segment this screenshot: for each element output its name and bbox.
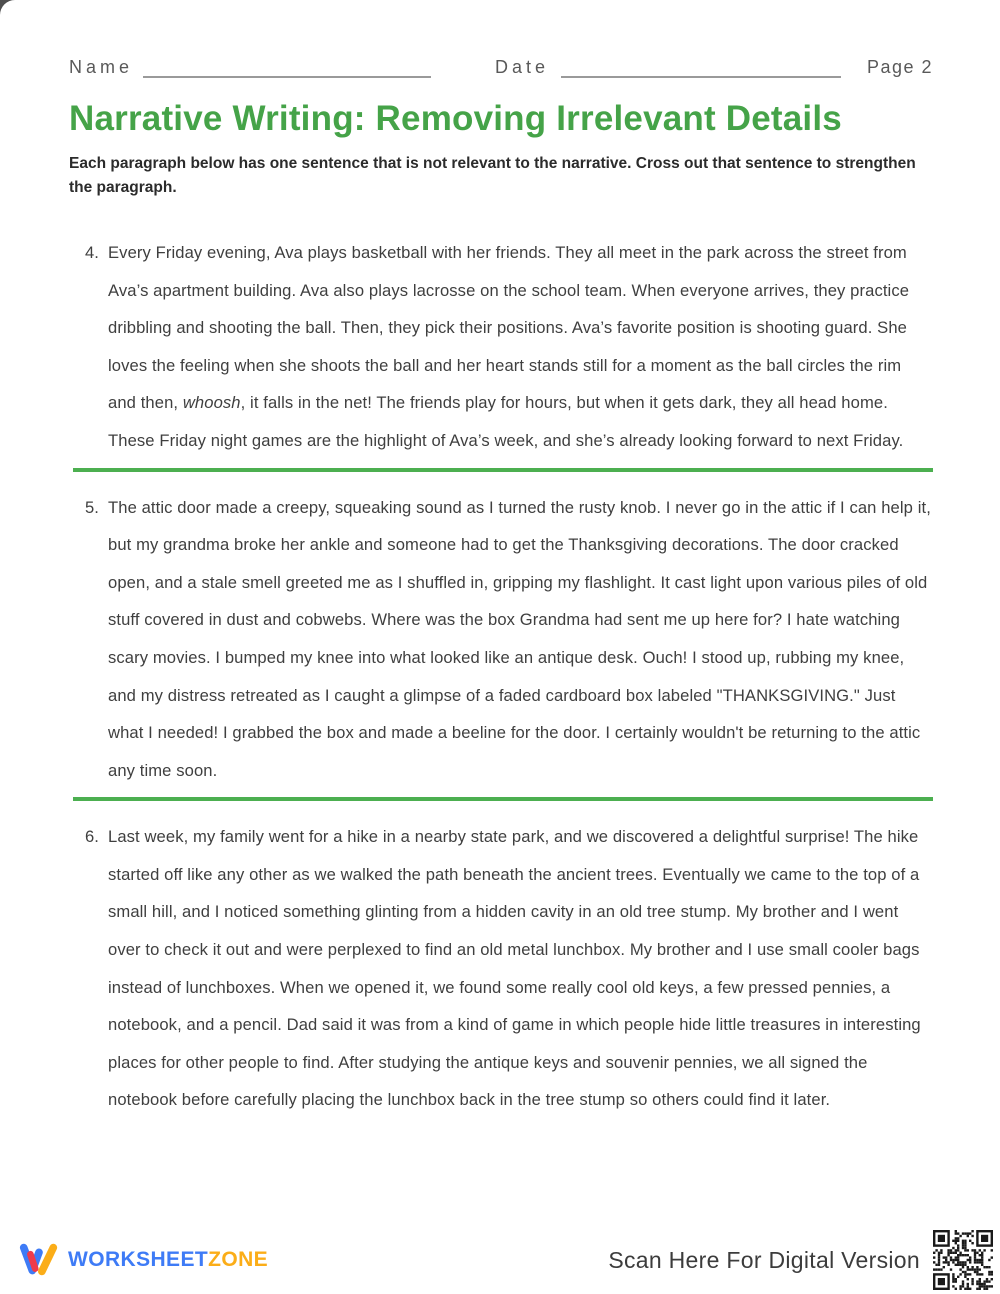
instructions-text: Each paragraph below has one sentence that is not relevant to the narrative. Cross out that sentence to strengthen the paragraph.: [69, 155, 916, 197]
logo-wordmark: [68, 1248, 268, 1272]
date-group: [495, 57, 841, 78]
exercise-item: [69, 818, 933, 1119]
page-footer: [0, 1226, 1000, 1294]
name-label: Name: [69, 57, 134, 77]
paragraph-text: Last week, my family went for a hike in a nearby state park, and we discovered a delightful surprise! The hike started off like any other as we walked the path beneath the ancient trees. Eventually we came to the top of a small hill, and I noticed something glinting from a hidden cavity in an old tree stump. My brother and I went over to check it out and were perplexed to find an old metal lunchbox. My brother and I use small cooler bags instead of lunchboxes. When we opened it, we found some really cool old keys, a few pressed pennies, a notebook, and a pencil. Dad said it was from a kind of game in which people hide little treasures in interesting places for other people to find. After studying the antique keys and souvenir pennies, we all signed the notebook before carefully placing the lunchbox back in the tree stump so others could find it later.: [108, 827, 921, 1110]
section-divider: [73, 468, 933, 472]
logo-w-icon: [18, 1240, 60, 1280]
page-corner-artifact: [0, 0, 15, 15]
exercise-item: [69, 489, 933, 790]
worksheet-header: [69, 57, 933, 78]
paragraph-text: The attic door made a creepy, squeaking sound as I turned the rusty knob. I never go in the attic if I can help it, but my grandma broke her ankle and someone had to get the Thanksgiving decorations. The door cracked open, and a stale smell greeted me as I shuffled in, gripping my flashlight. It cast light upon various piles of old stuff covered in dust and cobwebs. Where was the box Grandma had sent me up here for? I hate watching scary movies. I bumped my knee into what looked like an antique desk. Ouch! I stood up, rubbing my knee, and my distress retreated as I caught a glimpse of a faded cardboard box labeled "THANKSGIVING." Just what I needed! I grabbed the box and made a beeline for the door. I certainly wouldn't be returning to the attic any time soon.: [108, 497, 931, 780]
scan-here-text: Scan Here For Digital Version: [608, 1246, 920, 1273]
exercise-item: [69, 234, 933, 460]
exercise-number: 4.: [85, 242, 99, 262]
paragraph-text: , it falls in the net! The friends play for hours, but when it gets dark, they all head home. These Friday night games are the highlight of Ava’s week, and she’s already looking forward to next Friday.: [108, 393, 904, 450]
name-input-line[interactable]: [143, 58, 431, 78]
exercise-list: [69, 234, 933, 1119]
exercise-paragraph: [108, 818, 933, 1119]
italic-word: whoosh: [182, 393, 241, 413]
date-label: Date: [495, 57, 550, 77]
worksheetzone-logo: [18, 1240, 268, 1280]
logo-text-worksheet: WORKSHEET: [68, 1248, 209, 1271]
page-title: Narrative Writing: Removing Irrelevant Details: [69, 99, 842, 138]
logo-text-zone: ZONE: [208, 1248, 269, 1271]
exercise-number: 6.: [85, 827, 99, 847]
page-number: Page 2: [866, 57, 933, 77]
paragraph-text: Every Friday evening, Ava plays basketball with her friends. They all meet in the park across the street from Ava’s apartment building. Ava also plays lacrosse on the school team. When everyone arrives, they practice dribbling and shooting the ball. Then, they pick their positions. Ava’s favorite position is shooting guard. She loves the feeling when she shoots the ball and her heart stands still for a moment as the ball circles the rim and then,: [108, 242, 910, 413]
section-divider: [73, 797, 933, 801]
qr-code: [933, 1230, 993, 1290]
exercise-paragraph: [108, 234, 933, 460]
exercise-paragraph: [108, 489, 933, 790]
exercise-number: 5.: [85, 497, 99, 517]
date-input-line[interactable]: [561, 58, 841, 78]
